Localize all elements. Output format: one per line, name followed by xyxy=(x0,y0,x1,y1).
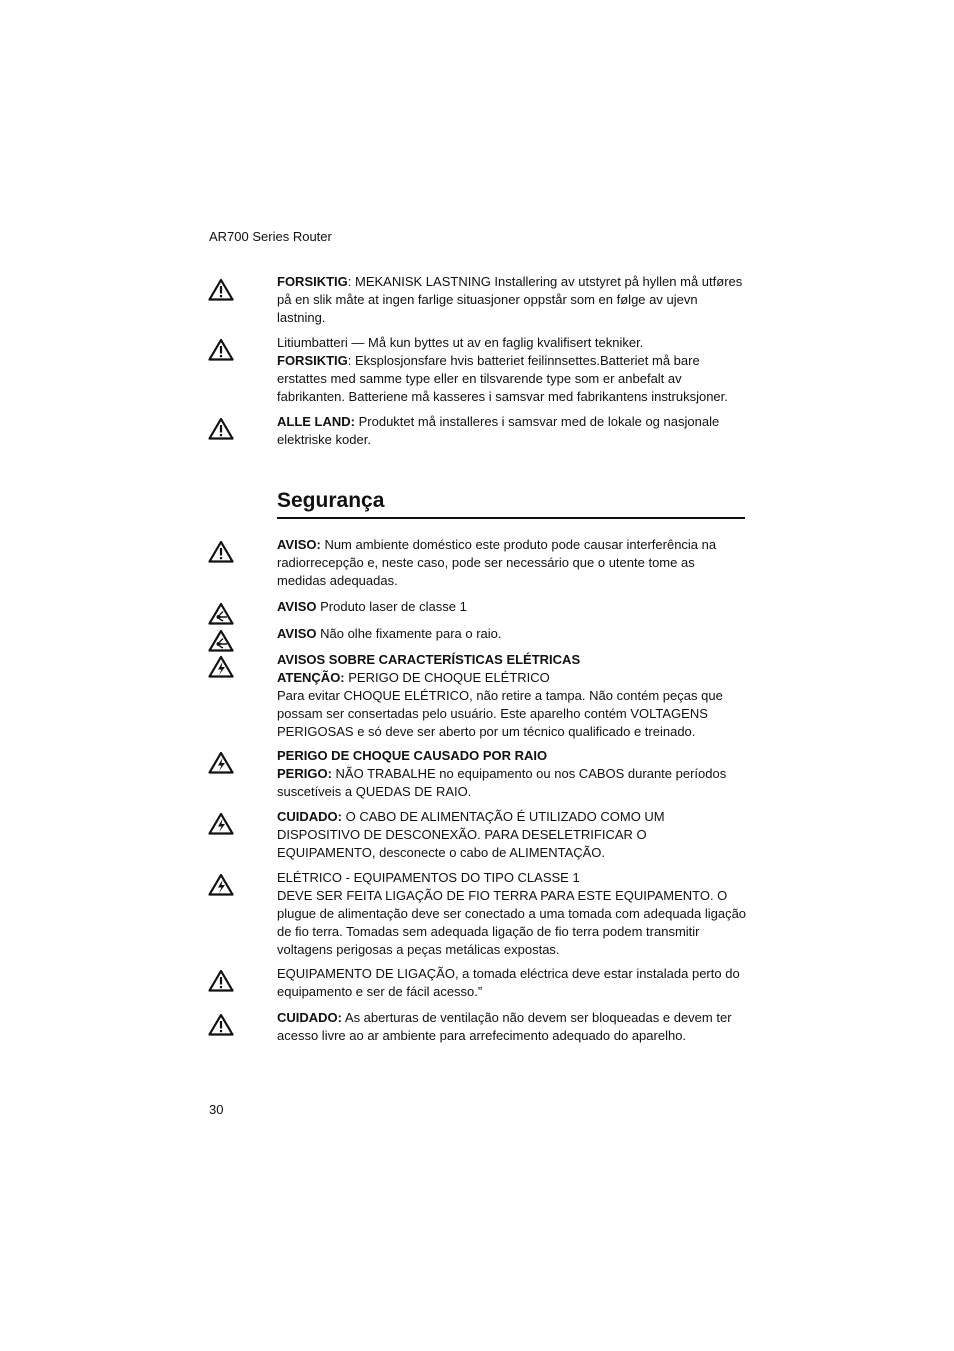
warning-text: As aberturas de ventilação não devem ser bloqueadas e devem ter acesso livre ao ar ambiente para arrefecimento adequado do aparelho. xyxy=(277,1010,732,1043)
warning-text: EQUIPAMENTO DE LIGAÇÃO, a tomada eléctrica deve estar instalada perto do equipamento e ser de fácil acesso.” xyxy=(277,966,740,999)
page-number: 30 xyxy=(209,1102,224,1117)
warning-icon xyxy=(208,540,234,563)
warning-text: PERIGO DE CHOQUE ELÉTRICO xyxy=(344,670,550,685)
warning-label: CUIDADO: xyxy=(277,809,342,824)
section-title: Segurança xyxy=(277,487,745,519)
warning-text: : MEKANISK LASTNING Installering av utstyret på hyllen må utføres på en slik måte at ingen farlige situasjoner oppstår som en følge av ujevn lastning. xyxy=(277,274,743,325)
warning-text: DEVE SER FEITA LIGAÇÃO DE FIO TERRA PARA ESTE EQUIPAMENTO. O plugue de alimentação deve ser conectado a uma tomada com adequada ligação de fio terra. Tomadas sem adequada ligação de fio terra podem transmitir voltagens perigosas a peças metálicas expostas. xyxy=(277,888,747,957)
warning-text: NÃO TRABALHE no equipamento ou nos CABOS durante períodos suscetíveis a QUEDAS DE RAIO. xyxy=(277,766,727,799)
warning-text: Para evitar CHOQUE ELÉTRICO, não retire a tampa. Não contém peças que possam ser consertadas pelo usuário. Este aparelho contém VOLTAGENS PERIGOSAS e só deve ser aberto por um técnico qualificado e treinado. xyxy=(277,688,723,739)
electric-shock-icon xyxy=(208,812,234,835)
warning-block-socket xyxy=(277,965,747,1001)
warning-text: Produto laser de classe 1 xyxy=(316,599,467,614)
warning-icon xyxy=(208,338,234,361)
warning-heading: PERIGO DE CHOQUE CAUSADO POR RAIO xyxy=(277,748,548,763)
warning-block-laser-class xyxy=(277,598,747,616)
warning-block-mechanical-load xyxy=(277,273,747,327)
warning-text: Não olhe fixamente para o raio. xyxy=(316,626,502,641)
warning-icon xyxy=(208,1013,234,1036)
warning-block-radio-interference xyxy=(277,536,747,590)
warning-icon xyxy=(208,969,234,992)
warning-text: Produktet må installeres i samsvar med de lokale og nasjonale elektriske koder. xyxy=(277,414,720,447)
electric-shock-icon xyxy=(208,751,234,774)
warning-text: Litiumbatteri — Må kun byttes ut av en faglig kvalifisert tekniker. xyxy=(277,335,644,350)
warning-block-laser-beam xyxy=(277,625,747,643)
warning-block-power-cord xyxy=(277,808,747,862)
warning-text: O CABO DE ALIMENTAÇÃO É UTILIZADO COMO UM DISPOSITIVO DE DESCONEXÃO. PARA DESELETRIFICAR O EQUIPAMENTO, desconecte o cabo de ALIMENTAÇÃO. xyxy=(277,809,665,860)
warning-label: FORSIKTIG xyxy=(277,353,348,368)
warning-label: ALLE LAND: xyxy=(277,414,355,429)
warning-block-ventilation xyxy=(277,1009,747,1045)
warning-block-lithium-battery xyxy=(277,334,747,406)
warning-label: FORSIKTIG xyxy=(277,274,348,289)
warning-heading: AVISOS SOBRE CARACTERÍSTICAS ELÉTRICAS xyxy=(277,652,581,667)
warning-label: PERIGO: xyxy=(277,766,332,781)
warning-block-class1-grounding xyxy=(277,869,747,959)
warning-block-all-countries xyxy=(277,413,747,449)
running-header: AR700 Series Router xyxy=(209,229,332,244)
warning-block-electrical xyxy=(277,651,747,741)
laser-warning-icon xyxy=(208,602,234,625)
warning-block-lightning xyxy=(277,747,747,801)
warning-label: AVISO: xyxy=(277,537,321,552)
warning-text: ELÉTRICO - EQUIPAMENTOS DO TIPO CLASSE 1 xyxy=(277,870,580,885)
electric-shock-icon xyxy=(208,655,234,678)
laser-warning-icon xyxy=(208,629,234,652)
warning-label: AVISO xyxy=(277,626,317,641)
warning-icon xyxy=(208,278,234,301)
warning-label: AVISO xyxy=(277,599,317,614)
warning-label: CUIDADO: xyxy=(277,1010,342,1025)
warning-label: ATENÇÃO: xyxy=(277,670,345,685)
warning-icon xyxy=(208,417,234,440)
warning-text: : Eksplosjonsfare hvis batteriet feilinnsettes.Batteriet må bare erstattes med samme type eller en tilsvarende type som er anbefalt av fabrikanten. Batteriene må kasseres i samsvar med fabrikantens instruksjoner. xyxy=(277,353,728,404)
warning-text: Num ambiente doméstico este produto pode causar interferência na radiorrecepção e, neste caso, pode ser necessário que o utente tome as medidas adequadas. xyxy=(277,537,717,588)
electric-shock-icon xyxy=(208,873,234,896)
